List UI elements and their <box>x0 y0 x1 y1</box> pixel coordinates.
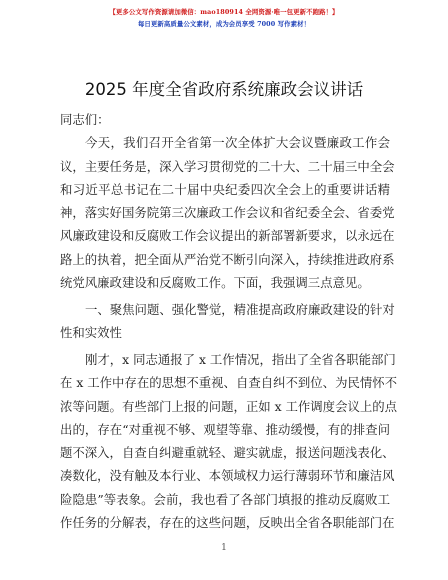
heading-line: 一、聚焦问题、强化警觉，精准提高政府廉政建设的针对 <box>85 301 395 317</box>
paragraph-line: 议，主要任务是，深入学习贯彻党的二十大、二十届三中全会 <box>60 158 395 174</box>
paragraph-line: 在 x 工作中存在的思想不重视、自查自纠不到位、为民情怀不 <box>60 375 398 391</box>
paragraph-line: 凑数化，没有触及本行业、本领域权力运行薄弱环节和廉洁风 <box>60 468 395 484</box>
banner-line-2: 每日更新高质量公文素材，成为会员享受 7000 写作素材！ <box>137 20 311 28</box>
paragraph-line: 刚才，x 同志通报了 x 工作情况，指出了全省各职能部门 <box>85 351 396 367</box>
paragraph-line: 风廉政建设和反腐败工作会议提出的新部署新要求，以永远在 <box>60 228 395 244</box>
paragraph-line: 作任务的分解表，存在的这些问题，反映出全省各职能部门在 <box>60 515 395 531</box>
page-number: 1 <box>221 543 227 553</box>
section-heading-1 <box>60 298 395 345</box>
paragraph-line: 险隐患”等表象。会前，我也看了各部门填报的推动反腐败工 <box>60 491 390 507</box>
paragraph-1 <box>60 131 395 294</box>
paragraph-line: 题不深入，自查自纠避重就轻、避实就虚，报送问题浅表化、 <box>60 445 395 461</box>
document-body <box>60 108 398 534</box>
banner-line-1: 【更多公文写作资源请加微信：mao180914 全网资源·唯一包更新不跑路！】 <box>109 8 339 16</box>
paragraph-line: 统党风廉政建设和反腐败工作。下面，我强调三点意见。 <box>60 275 370 291</box>
paragraph-line: 浓等问题。有些部门上报的问题，正如 x 工作调度会议上的点 <box>60 398 398 414</box>
heading-line: 性和实效性 <box>60 325 122 341</box>
paragraph-line: 出的，存在“对重视不够、观望等靠、推动缓慢，有的排查问 <box>60 421 390 437</box>
document-title: 2025 年度全省政府系统廉政会议讲话 <box>84 80 364 99</box>
paragraph-line: 和习近平总书记在二十届中央纪委四次全会上的重要讲话精 <box>60 181 390 197</box>
salutation: 同志们： <box>60 112 110 127</box>
paragraph-line: 神，落实好国务院第三次廉政工作会议和省纪委全会、省委党 <box>60 205 395 221</box>
paragraph-line: 今天，我们召开全省第一次全体扩大会议暨廉政工作会 <box>85 135 390 151</box>
paragraph-line: 路上的执着，把全面从严治党不断引向深入，持续推进政府系 <box>60 251 395 267</box>
header-banner <box>0 6 448 30</box>
paragraph-2 <box>60 348 398 534</box>
